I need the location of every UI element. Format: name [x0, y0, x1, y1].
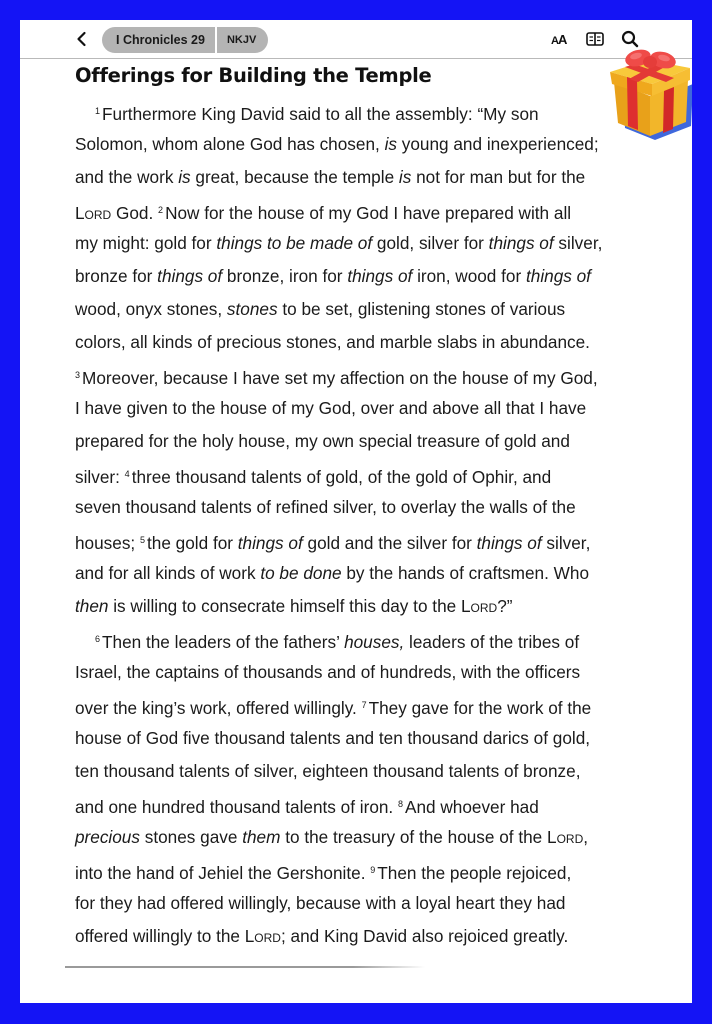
verse-text: by the hands of craftsmen. Who [341, 563, 590, 583]
scripture-line [75, 326, 665, 359]
scripture-line [75, 95, 665, 128]
verse-text: iron, wood for [412, 266, 526, 286]
divine-name-small-caps: Lord [460, 596, 498, 616]
reader-panel [20, 20, 692, 1003]
italic-text: things of [525, 266, 591, 286]
scripture-line [75, 623, 665, 656]
verse-text: over the king’s work, offered willingly. [75, 698, 362, 718]
scripture-line [75, 161, 665, 194]
scripture-line [75, 887, 665, 920]
verse-text: ?” [497, 596, 513, 616]
chevron-left-icon [72, 29, 92, 49]
italic-text: things to be made of [216, 233, 373, 253]
verse-text: to the treasury of the house of the [280, 827, 548, 847]
scripture-text [75, 95, 665, 953]
verse-text: silver: [75, 467, 125, 487]
scripture-line [75, 788, 665, 821]
verse-text: bronze, iron for [222, 266, 348, 286]
italic-text: them [242, 827, 281, 847]
scripture-line [75, 557, 665, 590]
verse-text: and for all kinds of work [75, 563, 261, 583]
end-of-section-divider [65, 966, 425, 968]
verse-text: Moreover, because I have set my affection on the house of my God, [82, 368, 598, 388]
scripture-line [75, 227, 665, 260]
verse-number[interactable]: 4 [124, 469, 130, 479]
italic-text: things of [476, 533, 542, 553]
verse-text: houses; [75, 533, 140, 553]
verse-text: Now for the house of my God I have prepared with all [165, 203, 572, 223]
verse-text: gold, silver for [372, 233, 489, 253]
scripture-line [75, 128, 665, 161]
verse-text: great, because the temple [190, 167, 399, 187]
scripture-line [75, 425, 665, 458]
text-size-icon-big-a: A [557, 32, 567, 47]
italic-text: houses, [344, 632, 405, 652]
scripture-line [75, 755, 665, 788]
italic-text: is [398, 167, 412, 187]
verse-number[interactable]: 9 [370, 865, 376, 875]
verse-text: Then the leaders of the fathers’ [102, 632, 345, 652]
verse-text: Then the people rejoiced, [377, 863, 572, 883]
verse-text: seven thousand talents of refined silver, to overlay the walls of the [75, 497, 576, 517]
verse-text: Solomon, whom alone God has chosen, [75, 134, 385, 154]
divine-name-small-caps: Lord [547, 827, 584, 847]
verse-text: And whoever had [405, 797, 539, 817]
italic-text: is [384, 134, 397, 154]
verse-text: Furthermore King David said to all the assembly: “My son [102, 104, 539, 124]
italic-text: things of [488, 233, 554, 253]
verse-text: three thousand talents of gold, of the gold of Ophir, and [131, 467, 552, 487]
verse-text: my might: gold for [75, 233, 217, 253]
verse-text: leaders of the tribes of [404, 632, 580, 652]
scripture-line [75, 689, 665, 722]
verse-text: young and inexperienced; [396, 134, 599, 154]
section-heading: Offerings for Building the Temple [75, 64, 432, 87]
verse-text: silver, [553, 233, 603, 253]
verse-text: ; and King David also rejoiced greatly. [280, 926, 569, 946]
verse-text: gold and the silver for [302, 533, 477, 553]
italic-text: stones [226, 299, 278, 319]
verse-text: offered willingly to the [75, 926, 245, 946]
verse-number[interactable]: 7 [361, 700, 367, 710]
italic-text: then [75, 596, 109, 616]
verse-text: , [583, 827, 589, 847]
version-button[interactable]: NKJV [226, 34, 257, 46]
text-size-button[interactable] [551, 32, 566, 47]
chapter-content [75, 58, 665, 953]
italic-text: things of [237, 533, 303, 553]
scripture-line [75, 524, 665, 557]
verse-text: into the hand of Jehiel the Gershonite. [75, 863, 371, 883]
italic-text: precious [75, 827, 140, 847]
verse-text: colors, all kinds of precious stones, and marble slabs in abundance. [75, 332, 590, 352]
scripture-line [75, 821, 665, 854]
verse-number[interactable]: 5 [139, 535, 145, 545]
italic-text: things of [347, 266, 413, 286]
top-toolbar [20, 20, 692, 59]
verse-text: They gave for the work of the [368, 698, 592, 718]
scripture-line [75, 194, 665, 227]
scripture-line [75, 491, 665, 524]
scripture-line [75, 722, 665, 755]
scripture-line [75, 293, 665, 326]
verse-text: prepared for the holy house, my own special treasure of gold and [75, 431, 570, 451]
verse-text: God. [111, 203, 159, 223]
italic-text: is [178, 167, 191, 187]
verse-text: ten thousand talents of silver, eighteen thousand talents of bronze, [75, 761, 581, 781]
verse-text: bronze for [75, 266, 158, 286]
scripture-line [75, 854, 665, 887]
italic-text: to be done [260, 563, 342, 583]
verse-text: Israel, the captains of thousands and of hundreds, with the officers [75, 662, 581, 682]
verse-text: not for man but for the [411, 167, 586, 187]
verse-number[interactable]: 3 [75, 370, 81, 380]
verse-text: to be set, glistening stones of various [277, 299, 566, 319]
verse-text: and one hundred thousand talents of iron. [75, 797, 398, 817]
scripture-line [75, 392, 665, 425]
verse-text: the gold for [147, 533, 238, 553]
gift-box-icon[interactable] [600, 42, 692, 142]
passage-selector [102, 27, 268, 53]
verse-number[interactable]: 1 [95, 106, 101, 116]
verse-number[interactable]: 8 [398, 799, 404, 809]
scripture-line [75, 656, 665, 689]
verse-text: wood, onyx stones, [75, 299, 227, 319]
verse-text: and the work [75, 167, 179, 187]
back-button[interactable] [72, 29, 92, 49]
book-chapter-button[interactable]: I Chronicles 29 [102, 27, 217, 53]
verse-number[interactable]: 2 [158, 205, 164, 215]
scripture-line [75, 458, 665, 491]
italic-text: things of [157, 266, 223, 286]
verse-text: stones gave [139, 827, 243, 847]
verse-text: silver, [541, 533, 591, 553]
verse-number[interactable]: 6 [95, 634, 101, 644]
scripture-line [75, 590, 665, 623]
verse-text: for they had offered willingly, because with a loyal heart they had [75, 893, 566, 913]
divine-name-small-caps: Lord [244, 926, 281, 946]
divine-name-small-caps: Lord [75, 203, 112, 223]
scripture-line [75, 260, 665, 293]
verse-text: house of God five thousand talents and ten thousand darics of gold, [75, 728, 591, 748]
verse-text: is willing to consecrate himself this day to the [108, 596, 461, 616]
scripture-line [75, 359, 665, 392]
text-size-icon-small-a: A [551, 35, 558, 47]
verse-text: I have given to the house of my God, over and above all that I have [75, 398, 587, 418]
scripture-line [75, 920, 665, 953]
